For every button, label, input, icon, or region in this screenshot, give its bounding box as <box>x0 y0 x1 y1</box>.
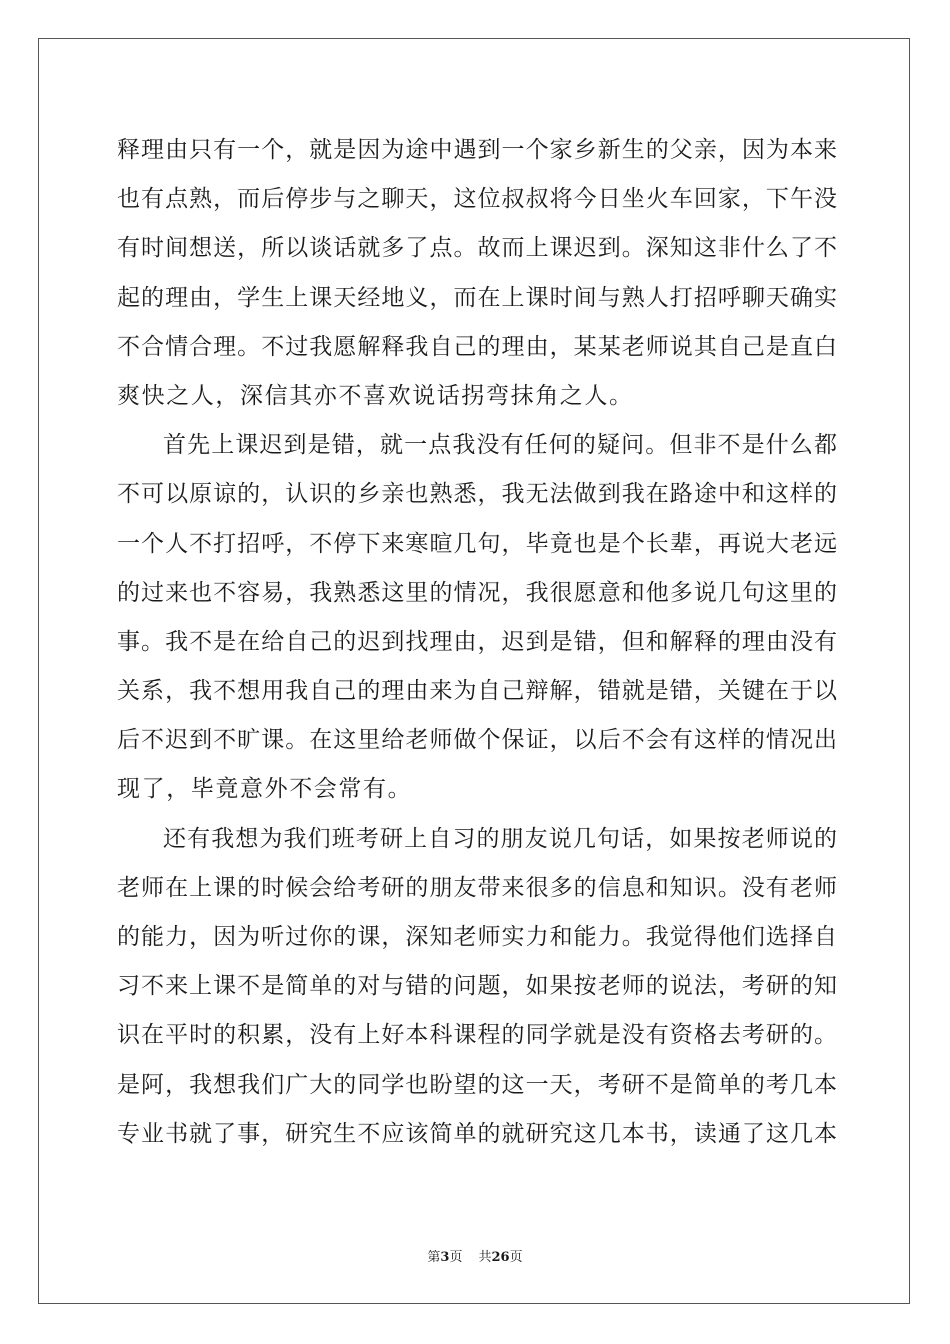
text-line: 专业书就了事，研究生不应该简单的就研究这几本书，读通了这几本 <box>117 1120 837 1147</box>
page-footer <box>0 1246 950 1265</box>
text-line: 现了，毕竟意外不会常有。 <box>117 776 413 803</box>
text-line: 是阿，我想我们广大的同学也盼望的这一天，考研不是简单的考几本 <box>117 1071 837 1098</box>
total-suffix: 页 <box>509 1250 523 1265</box>
text-line: 不可以原谅的，认识的乡亲也熟悉，我无法做到我在路途中和这样的 <box>117 481 837 508</box>
text-line: 爽快之人，深信其亦不喜欢说话拐弯抹角之人。 <box>117 382 634 409</box>
document-body <box>117 126 837 1159</box>
page-prefix: 第 <box>427 1250 441 1265</box>
text-line: 释理由只有一个，就是因为途中遇到一个家乡新生的父亲，因为本来 <box>117 137 837 163</box>
text-line: 一个人不打招呼，不停下来寒暄几句，毕竟也是个长辈，再说大老远 <box>117 530 837 557</box>
text-line: 的能力，因为听过你的课，深知老师实力和能力。我觉得他们选择自 <box>117 924 837 950</box>
text-line: 事。我不是在给自己的迟到找理由，迟到是错，但和解释的理由没有 <box>117 628 837 655</box>
page-suffix: 页 <box>449 1250 463 1265</box>
text-line: 识在平时的积累，没有上好本科课程的同学就是没有资格去考研的。 <box>117 1022 837 1049</box>
text-line: 的过来也不容易，我熟悉这里的情况，我很愿意和他多说几句这里的 <box>117 579 837 606</box>
paragraph-first-line: 还有我想为我们班考研上自习的朋友说几句话，如果按老师说的 <box>163 825 837 852</box>
text-line: 关系，我不想用我自己的理由来为自己辩解，错就是错，关键在于以 <box>117 678 837 705</box>
total-prefix: 共 <box>478 1250 492 1265</box>
text-line: 老师在上课的时候会给考研的朋友带来很多的信息和知识。没有老师 <box>117 874 837 901</box>
page-number: 3 <box>440 1250 450 1265</box>
text-line: 有时间想送，所以谈话就多了点。故而上课迟到。深知这非什么了不 <box>117 235 837 262</box>
total-pages: 26 <box>491 1250 510 1265</box>
text-line: 也有点熟，而后停步与之聊天，这位叔叔将今日坐火车回家，下午没 <box>117 186 837 213</box>
text-line: 后不迟到不旷课。在这里给老师做个保证，以后不会有这样的情况出 <box>117 727 837 754</box>
text-line: 习不来上课不是简单的对与错的问题，如果按老师的说法，考研的知 <box>117 973 837 1000</box>
text-line: 不合情合理。不过我愿解释我自己的理由，某某老师说其自己是直白 <box>117 333 837 360</box>
text-line: 起的理由，学生上课天经地义，而在上课时间与熟人打招呼聊天确实 <box>117 284 837 311</box>
paragraph-first-line: 首先上课迟到是错，就一点我没有任何的疑问。但非不是什么都 <box>163 432 837 459</box>
